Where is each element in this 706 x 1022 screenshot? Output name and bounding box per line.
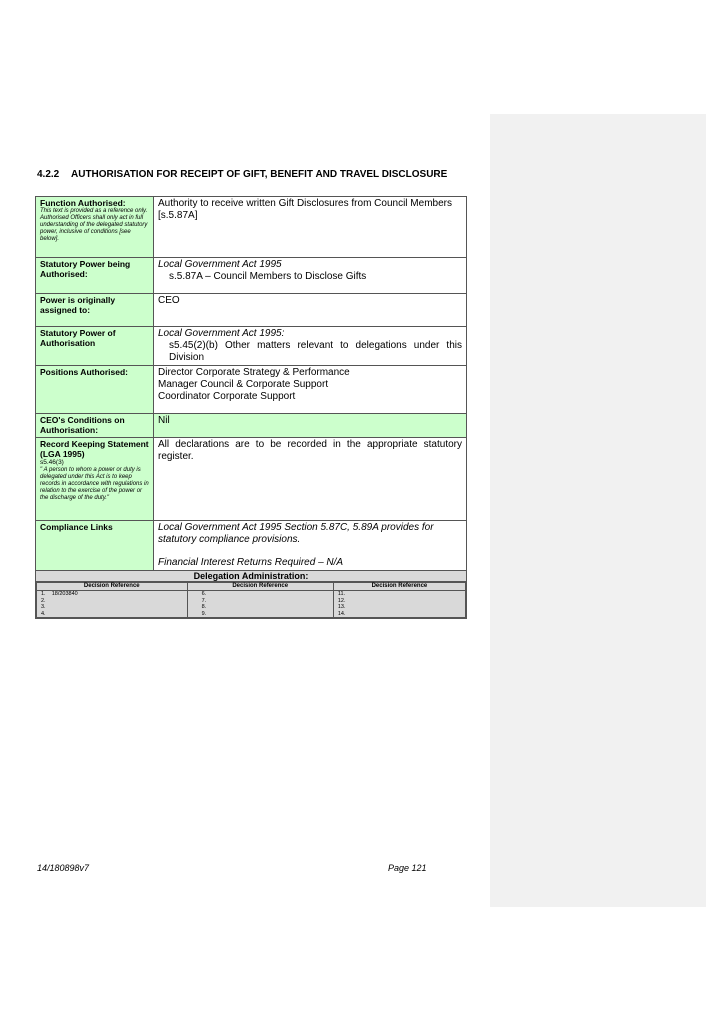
- ref-num: 1.: [41, 591, 46, 597]
- delegation-table: [35, 196, 467, 619]
- compliance-text-1: Local Government Act 1995 Section 5.87C, 5.89A provides for statutory compliance provisions.: [158, 522, 434, 545]
- row-authorisation: [36, 327, 467, 366]
- function-value: Authority to receive written Gift Disclosures from Council Members [s.5.87A]: [154, 197, 467, 258]
- row-conditions: [36, 414, 467, 438]
- admin-title: Delegation Administration:: [36, 571, 467, 582]
- ref-num: 8.: [201, 604, 207, 610]
- conditions-label: CEO's Conditions on Authorisation:: [36, 414, 154, 438]
- function-label-cell: [36, 197, 154, 258]
- record-label-cell: [36, 438, 154, 521]
- comment-margin: [490, 114, 706, 907]
- section-heading: [37, 169, 447, 180]
- row-positions: [36, 366, 467, 414]
- decision-ref-col3: [333, 591, 465, 618]
- decision-ref-header: Decision Reference: [187, 583, 333, 591]
- ref-num: 13.: [337, 604, 346, 610]
- row-admin-grid: [36, 582, 467, 619]
- row-record: [36, 438, 467, 521]
- conditions-value: Nil: [154, 414, 467, 438]
- section-title: AUTHORISATION FOR RECEIPT OF GIFT, BENEFIT AND TRAVEL DISCLOSURE: [71, 169, 448, 180]
- ref-num: 4.: [41, 610, 46, 617]
- position-item: Director Corporate Strategy & Performance: [158, 367, 350, 378]
- assigned-label: Power is originally assigned to:: [36, 294, 154, 327]
- authorisation-label: Statutory Power of Authorisation: [36, 327, 154, 366]
- positions-label: Positions Authorised:: [36, 366, 154, 414]
- section-number: 4.2.2: [37, 169, 60, 180]
- function-label: Function Authorised:: [40, 198, 126, 208]
- document-reference: 14/180898v7: [37, 863, 90, 873]
- ref-num: 7.: [201, 597, 207, 604]
- ref-num: 3.: [41, 604, 46, 610]
- position-item: Coordinator Corporate Support: [158, 391, 296, 402]
- ref-value: 18/203840: [51, 591, 78, 597]
- compliance-label: Compliance Links: [36, 521, 154, 571]
- ref-num: 11.: [337, 591, 346, 597]
- ref-num: 12.: [337, 597, 346, 604]
- record-label: Record Keeping Statement (LGA 1995): [40, 439, 149, 459]
- row-admin-title: [36, 571, 467, 582]
- function-note: This text is provided as a reference only. Authorised Officers shall only act in full understanding of the delegated statutory power, inclusive of conditions [see below].: [40, 208, 148, 242]
- authorisation-act: Local Government Act 1995:: [158, 328, 285, 339]
- ref-num: 2.: [41, 597, 46, 604]
- ref-num: 6.: [201, 591, 207, 597]
- decision-reference-table: [36, 582, 466, 618]
- record-note: " A person to whom a power or duty is delegated under this Act is to keep records in accordance with regulations in relation to the exercise of the power or the discharge of the duty.": [40, 466, 149, 501]
- statutory-value-cell: [154, 258, 467, 294]
- compliance-text-2: Financial Interest Returns Required – N/A: [158, 557, 344, 568]
- page-number: Page 121: [388, 863, 427, 873]
- ref-num: 14.: [337, 610, 346, 617]
- row-function: [36, 197, 467, 258]
- authorisation-value-cell: [154, 327, 467, 366]
- row-statutory: [36, 258, 467, 294]
- decision-ref-col2: [187, 591, 333, 618]
- decision-ref-col1: [37, 591, 188, 618]
- ref-num: 9.: [201, 610, 207, 617]
- statutory-act: Local Government Act 1995: [158, 259, 282, 270]
- statutory-label: Statutory Power being Authorised:: [36, 258, 154, 294]
- row-assigned: [36, 294, 467, 327]
- statutory-section: s.5.87A – Council Members to Disclose Gifts: [169, 271, 367, 282]
- authorisation-section: s5.45(2)(b) Other matters relevant to delegations under this Division: [169, 340, 462, 363]
- positions-value-cell: [154, 366, 467, 414]
- assigned-value: CEO: [154, 294, 467, 327]
- record-value: All declarations are to be recorded in the appropriate statutory register.: [154, 438, 467, 521]
- decision-ref-header: Decision Reference: [37, 583, 188, 591]
- position-item: Manager Council & Corporate Support: [158, 379, 329, 390]
- record-ref: s5.46(3): [40, 459, 64, 466]
- compliance-value-cell: [154, 521, 467, 571]
- row-compliance: [36, 521, 467, 571]
- decision-ref-header: Decision Reference: [333, 583, 465, 591]
